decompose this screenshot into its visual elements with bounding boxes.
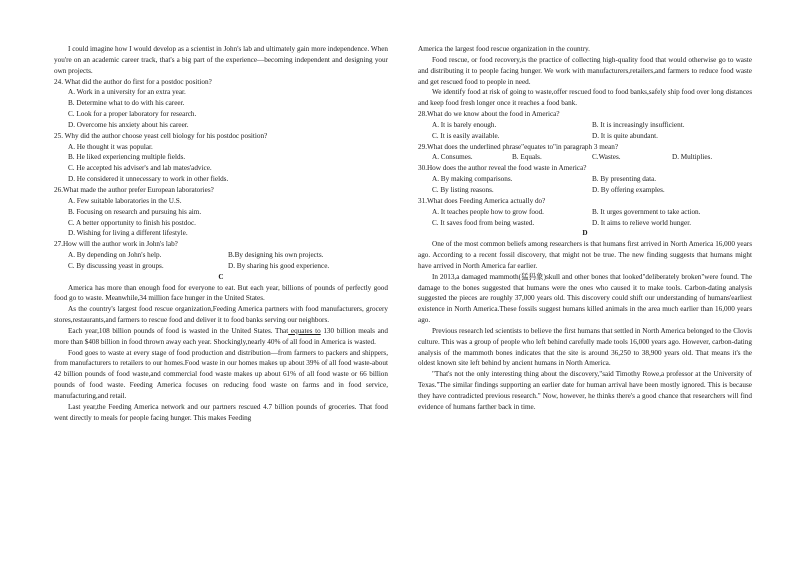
intro-paragraph: I could imagine how I would develop as a scientist in John's lab and ultimately gain more independence. When you're on an academic career track, that's a big part of the experience—becoming independent and designing your own projects. — [54, 45, 388, 75]
c-paragraph-5-continued: America the largest food rescue organization in the country. — [418, 45, 590, 53]
q27-option-c[interactable]: C. By discussing yeast in groups. — [68, 261, 164, 270]
c-paragraph-4: Food goes to waste at every stage of food production and distribution—from farmers to packers and shippers, from manufacturers to retailers to our homes.Food waste in our homes makes up about 39% of all food waste-about 42 billion pounds of food waste,and commercial food waste makes up about 61% of all food waste or 66 billion pounds of food waste. Feeding America focuses on reducing food waste on farms and in food service, manufacturing,and retail. — [54, 348, 388, 400]
q25-option-d[interactable]: D. He considered it unnecessary to work in other fields. — [68, 175, 229, 184]
q24-option-b[interactable]: B. Determine what to do with his career. — [68, 99, 185, 108]
d-paragraph-4: "That's not the only interesting thing about the discovery,"said Timothy Rowe,a professor at the University of Texas."The similar findings supporting an earlier date for human arrival have been mostly ignored. This is because they have contradicted previous research." Now, however, he thinks there's a good chance that researchers will find evidence of humans farther back in time. — [418, 370, 752, 411]
q29-option-a[interactable]: A. Consumes. — [432, 153, 473, 162]
c-paragraph-1: America has more than enough food for everyone to eat. But each year, billions of pounds of perfectly good food go to waste. Meanwhile,34 million face hunger in the United States. — [54, 283, 388, 303]
question-31: 31.What does Feeding America actually do? — [418, 196, 546, 205]
section-d-heading: D — [582, 229, 588, 238]
d-paragraph-3: Previous research led scientists to believe the first humans that settled in North America belonged to the Clovis culture. This was a group of people who left behind carefully made tools 16,000 years ago. However, carbon-dating analysis of the mammoth bones indicates that the site is around 36,250 to 38,900 years old. That means it's the oldest known site left behind by ancient humans in North America. — [418, 326, 752, 368]
q29-option-b[interactable]: B. Equals. — [512, 153, 542, 162]
q27-options-row-1 — [68, 250, 388, 261]
q24-option-d[interactable]: D. Overcome his anxiety about his career. — [68, 120, 189, 129]
question-27: 27.How will the author work in John's lab? — [54, 240, 178, 249]
q27-option-b[interactable]: B.By designing his own projects. — [228, 251, 324, 260]
question-25: 25. Why did the author choose yeast cell biology for his postdoc position? — [54, 131, 268, 140]
q31-options-row-2 — [432, 218, 752, 229]
question-30: 30.How does the author reveal the food waste in America? — [418, 164, 587, 173]
q31-options-row-1 — [432, 207, 752, 218]
q27-option-a[interactable]: A. By depending on John's help. — [68, 251, 162, 260]
q28-options-row-2 — [432, 131, 752, 142]
section-c-heading: C — [218, 272, 224, 281]
q25-option-a[interactable]: A. He thought it was popular. — [68, 142, 153, 151]
q24-option-a[interactable]: A. Work in a university for an extra year. — [68, 88, 186, 97]
q26-option-d[interactable]: D. Wishing for living a different lifestyle. — [68, 229, 188, 238]
q29-option-d[interactable]: D. Multiplies. — [672, 153, 713, 162]
right-column — [418, 44, 752, 413]
c-paragraph-7: We identify food at risk of going to waste,offer rescued food to food banks,safely ship food over long distances and keep food fresh longer once it reaches a food bank. — [418, 88, 752, 108]
c-paragraph-3 — [54, 326, 388, 348]
c-paragraph-3-start: Each year,108 billion pounds of food is wasted in the United States. That — [68, 326, 289, 335]
q25-option-c[interactable]: C. He accepted his adviser's and lab mates'advice. — [68, 164, 212, 173]
c-paragraph-2: As the country's largest food rescue organization,Feeding America partners with food manufacturers, grocery stores,restaurants,and farmers to rescue food and deliver it to food banks serving our neighbors. — [54, 305, 388, 325]
q31-option-d[interactable]: D. It aims to relieve world hunger. — [592, 218, 692, 227]
q29-option-c[interactable]: C.Wastes. — [592, 153, 621, 162]
underlined-phrase: equates to — [288, 326, 321, 335]
q28-option-c[interactable]: C. It is easily available. — [432, 131, 500, 140]
question-24: 24. What did the author do first for a postdoc position? — [54, 77, 212, 86]
q27-option-d[interactable]: D. By sharing his good experience. — [228, 261, 330, 270]
q28-option-d[interactable]: D. It is quite abundant. — [592, 131, 658, 140]
q30-option-d[interactable]: D. By offering examples. — [592, 185, 665, 194]
question-28: 28.What do we know about the food in America? — [418, 110, 560, 119]
question-29: 29.What does the underlined phrase"equates to"in paragraph 3 mean? — [418, 142, 619, 151]
q26-option-c[interactable]: C. A better opportunity to finish his postdoc. — [68, 218, 196, 227]
q28-options-row-1 — [432, 120, 752, 131]
left-column — [54, 44, 388, 424]
d-paragraph-2: In 2013,a damaged mammoth(猛犸象)skull and other bones that looked"deliberately broken"were found. The damage to the bones suggested that humans were the ones who caused it to make tools. Carbon-dating analysis suggested the pieces are roughly 37,000 years old. This discovery could shift our understanding of humans'earliest existence in North America.These fossils suggest humans killed animals in the area much earlier than 16,000 years ago. — [418, 272, 752, 325]
c-paragraph-6: Food rescue, or food recovery,is the practice of collecting high-quality food that would otherwise go to waste and distributing it to people facing hunger. We work with manufacturers,retailers,and farmers to reduce food waste and get rescued food to people in need. — [418, 55, 752, 86]
q30-option-c[interactable]: C. By listing reasons. — [432, 185, 494, 194]
q29-options-row — [432, 152, 752, 163]
q26-option-a[interactable]: A. Few suitable laboratories in the U.S. — [68, 196, 182, 205]
c-paragraph-3-end: 130 billion meals and more than $408 billion in food thrown away each year. Shockingly,nearly 40% of all food in America is wasted. — [54, 326, 388, 346]
q31-option-a[interactable]: A. It teaches people how to grow food. — [432, 207, 544, 216]
c-paragraph-5: Last year,the Feeding America network and our partners rescued 4.7 billion pounds of groceries. That food went directly to meals for people facing hunger. This makes Feeding — [54, 402, 388, 422]
q25-option-b[interactable]: B. He liked experiencing multiple fields. — [68, 153, 186, 162]
q30-options-row-2 — [432, 185, 752, 196]
q28-option-b[interactable]: B. It is increasingly insufficient. — [592, 120, 685, 129]
q30-option-b[interactable]: B. By presenting data. — [592, 175, 657, 184]
q26-option-b[interactable]: B. Focusing on research and pursuing his aim. — [68, 207, 202, 216]
q31-option-c[interactable]: C. It saves food from being wasted. — [432, 218, 535, 227]
d-paragraph-1: One of the most common beliefs among researchers is that humans first arrived in North America 16,000 years ago. According to a recent fossil discovery, that might not be true. The new finding suggests that humans might have arrived in North America far earlier. — [418, 240, 752, 270]
q28-option-a[interactable]: A. It is barely enough. — [432, 120, 497, 129]
q31-option-b[interactable]: B. It urges government to take action. — [592, 207, 701, 216]
question-26: 26.What made the author prefer European laboratories? — [54, 185, 214, 194]
q30-options-row-1 — [432, 174, 752, 185]
q24-option-c[interactable]: C. Look for a proper laboratory for research. — [68, 110, 197, 119]
q30-option-a[interactable]: A. By making comparisons. — [432, 175, 513, 184]
q27-options-row-2 — [68, 261, 388, 272]
